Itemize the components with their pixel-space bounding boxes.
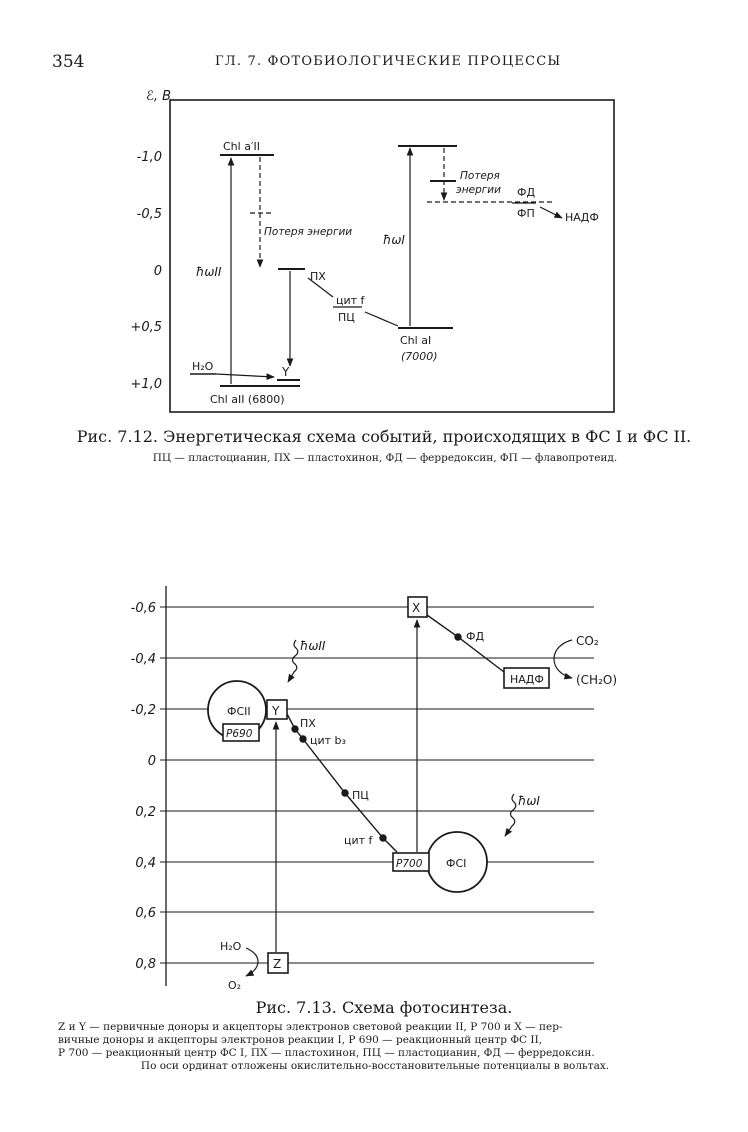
label-fp: ФП	[517, 207, 535, 220]
label-hw1: ħωI	[518, 794, 540, 808]
figure1-caption: Рис. 7.12. Энергетическая схема событий, происходящих в ФС I и ФС II.	[76, 427, 692, 446]
figure2-legend-line: вичные доноры и акцепторы электронов реакции I, P 690 — реакционный центр ФС II,	[58, 1034, 543, 1047]
figure1-axis-unit: ℰ, В	[146, 89, 172, 104]
figure2-legend	[58, 1021, 692, 1074]
figure2-tick-label: -0,2	[130, 703, 156, 718]
label-cyt-f: цит f	[336, 294, 365, 307]
label-cyt-b3: цит b₃	[310, 734, 346, 747]
label-ps2: ФСII	[227, 705, 251, 718]
figure2-labels	[220, 601, 617, 992]
label-px: ПХ	[310, 270, 326, 283]
label-energy-loss-2b: энергии	[456, 184, 501, 196]
chain-x-to-nadp	[427, 615, 504, 672]
label-x: X	[412, 601, 421, 615]
figure2-axis-labels	[131, 601, 156, 972]
label-energy-loss-2a: Потеря	[460, 170, 500, 182]
dot-pc	[342, 790, 348, 796]
label-nadp: НАДФ	[565, 211, 599, 224]
label-y: Y	[282, 365, 290, 379]
label-chl-a2: Chl aII (6800)	[210, 393, 285, 406]
figure2-legend-line: Z и Y — первичные доноры и акцепторы электронов световой реакции II, P 700 и X — пер-	[58, 1021, 563, 1033]
label-hw1: ħωI	[383, 233, 405, 247]
dot-cyt-f	[380, 835, 386, 841]
figure1-tick-label: +0,5	[130, 320, 162, 335]
figure2-legend-line: P 700 — реакционный центр ФС I, ПХ — пластохинон, ПЦ — пластоцианин, ФД — ферредоксин.	[58, 1047, 595, 1060]
figure2-caption: Рис. 7.13. Схема фотосинтеза.	[255, 998, 513, 1017]
label-pc: ПЦ	[338, 311, 355, 324]
figure1-axis	[130, 89, 171, 392]
figure1-tick-label: 0	[153, 264, 162, 279]
label-p700: P700	[396, 858, 423, 870]
label-p690: P690	[226, 728, 253, 740]
dot-px	[292, 726, 298, 732]
label-o2: O₂	[228, 979, 242, 992]
label-h2o: H₂O	[192, 360, 214, 373]
label-hw2: ħωII	[300, 639, 326, 653]
label-chl-a1-wave: (7000)	[401, 350, 438, 363]
figure2-tick-label: 0	[147, 754, 156, 769]
label-co2: CO₂	[576, 634, 599, 648]
figure2-legend-line: По оси ординат отложены окислительно-восстановительные потенциалы в вольтах.	[140, 1060, 610, 1073]
figure2-tick-label: -0,4	[130, 652, 156, 667]
label-fd: ФД	[517, 186, 536, 199]
figure2-tick-label: 0,8	[135, 957, 156, 972]
dot-fd	[455, 634, 461, 640]
arrow-fp-nadp	[540, 207, 562, 218]
arrow-co2-ch2o	[554, 640, 572, 678]
label-px: ПХ	[300, 717, 316, 730]
label-h2o: H₂O	[220, 940, 242, 953]
line-cyt-chl	[365, 312, 398, 326]
chain-y-to-p700	[286, 712, 397, 852]
dot-cyt-b3	[300, 736, 306, 742]
figure1-labels	[192, 140, 599, 406]
figure2-tick-label: 0,2	[135, 805, 156, 820]
figure1-legend: ПЦ — пластоцианин, ПХ — пластохинон, ФД — ферредоксин, ФП — флавопротеид.	[152, 452, 618, 464]
label-ps1: ФСI	[446, 857, 467, 870]
label-chl-a1: Chl aI	[400, 334, 432, 347]
figure2-tick-label: 0,4	[135, 856, 156, 871]
figure-7-13	[160, 586, 594, 986]
photon-arrow-ps2	[288, 640, 298, 682]
figure1-tick-label: +1,0	[130, 377, 162, 392]
arrow-h2o-o2	[246, 948, 258, 976]
label-ch2o: (CH₂O)	[576, 673, 618, 687]
photon-arrow-ps1	[505, 794, 516, 836]
label-cyt-f: цит f	[344, 834, 373, 847]
label-y: Y	[272, 704, 280, 718]
figure1-tick-label: -0,5	[136, 207, 162, 222]
label-pc: ПЦ	[352, 789, 369, 802]
figure2-tick-label: -0,6	[130, 601, 156, 616]
label-hw2: ħωII	[196, 265, 222, 279]
label-nadp: НАДФ	[510, 673, 544, 686]
label-fd: ФД	[466, 630, 485, 643]
figure2-tick-label: 0,6	[135, 906, 156, 921]
arrow-h2o-y	[216, 374, 274, 377]
chapter-title: ГЛ. 7. ФОТОБИОЛОГИЧЕСКИЕ ПРОЦЕССЫ	[215, 54, 562, 69]
label-chl-a2-prime: Chl a′II	[223, 140, 260, 153]
label-energy-loss-1: Потеря энергии	[264, 226, 353, 238]
page-number: 354	[52, 52, 85, 72]
label-z: Z	[273, 957, 282, 971]
figure1-tick-label: -1,0	[136, 150, 162, 165]
